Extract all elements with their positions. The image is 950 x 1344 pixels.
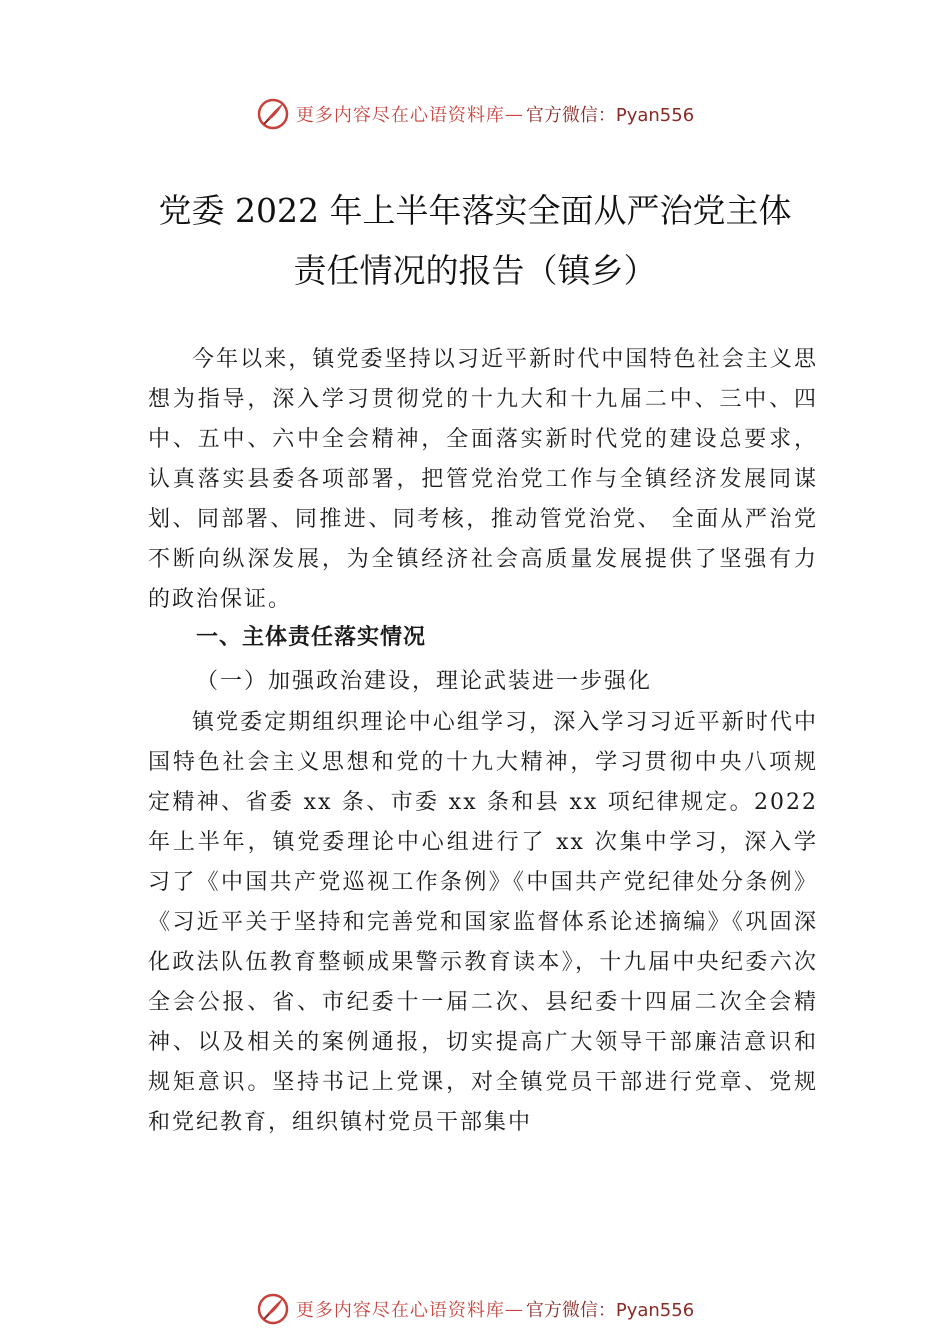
banner-main-text: 更多内容尽在心语资料库 <box>295 1300 505 1321</box>
intro-paragraph: 今年以来，镇党委坚持以习近平新时代中国特色社会主义思想为指导，深入学习贯彻党的十九大和十九届二中、三中、四中、五中、六中全会精神，全面落实新时代党的建设总要求，认真落实县委各项部署，把管党治党工作与全镇经济发展同谋划、同部署、同推进、同考核，推动管党治党、 全面从严治党不断向纵深发展，为全镇经济社会高质量发展提供了坚强有力的政治保证。 <box>148 347 818 612</box>
intro-paragraph-block <box>148 340 818 620</box>
header-banner <box>0 96 950 132</box>
document-title-line2: 责任情况的报告（镇乡） <box>293 251 657 290</box>
body-paragraph: 镇党委定期组织理论中心组学习，深入学习习近平新时代中国特色社会主义思想和党的十九大精神，学习贯彻中央八项规定精神、省委 xx 条、市委 xx 条和县 xx 项纪律规定。2022 年上半年，镇党委理论中心组进行了 xx 次集中学习，深入学习了《中国共产党巡视工作条例》《中国共产党纪律处分条例》《习近平关于坚持和完善党和国家监督体系论述摘编》《巩固深化政法队伍教育整顿成果警示教育读本》，十九届中央纪委六次全会公报、省、市纪委十一届二次、县纪委十四届二次全会精神、以及相关的案例通报，切实提高广大领导干部廉洁意识和规矩意识。坚持书记上党课，对全镇党员干部进行党章、党规和党纪教育，组织镇村党员干部集中 <box>148 710 818 1135</box>
subsection-heading: （一）加强政治建设，理论武装进一步强化 <box>196 669 653 694</box>
document-title-line1: 党委 2022 年上半年落实全面从严治党主体 <box>158 191 792 230</box>
banner-main-text: 更多内容尽在心语资料库 <box>295 105 505 126</box>
body-paragraph-block <box>148 703 818 1143</box>
quill-logo-icon <box>256 97 290 131</box>
banner-wechat-text: 官方微信：Pyan556 <box>525 105 695 126</box>
section-heading: 一、主体责任落实情况 <box>196 625 427 650</box>
banner-dash: — <box>504 103 524 125</box>
banner-dash: — <box>504 1298 524 1320</box>
banner-wechat-text: 官方微信：Pyan556 <box>525 1300 695 1321</box>
quill-logo-icon <box>256 1292 290 1326</box>
footer-banner <box>0 1291 950 1327</box>
